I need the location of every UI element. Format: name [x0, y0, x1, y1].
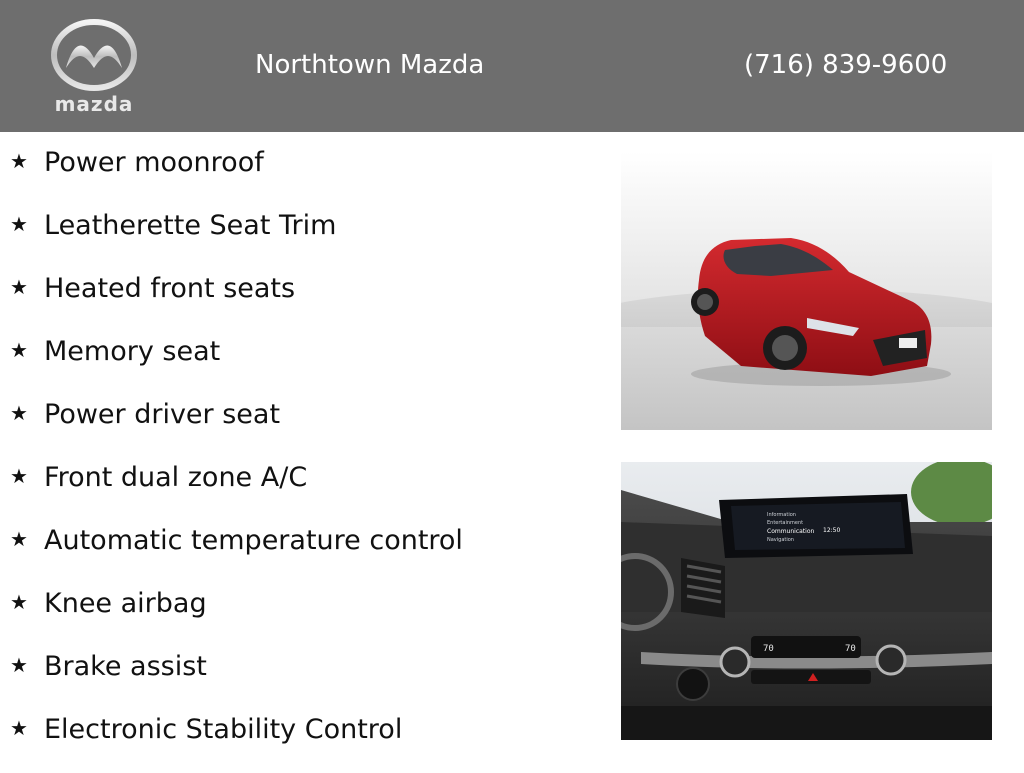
- star-icon: ★: [10, 527, 28, 551]
- feature-item: ★ Knee airbag: [10, 584, 600, 647]
- feature-item: ★ Power moonroof: [10, 143, 600, 206]
- dealer-name: Northtown Mazda: [255, 50, 485, 80]
- star-icon: ★: [10, 212, 28, 236]
- feature-item: ★ Memory seat: [10, 332, 600, 395]
- star-icon: ★: [10, 716, 28, 740]
- dash-menu-item: Communication: [767, 528, 815, 535]
- dash-clock: 12:50: [823, 527, 841, 534]
- header-bar: [0, 0, 1024, 132]
- feature-list: [10, 143, 600, 773]
- dash-menu-item: Navigation: [767, 537, 794, 543]
- feature-item: ★ Front dual zone A/C: [10, 458, 600, 521]
- star-icon: ★: [10, 275, 28, 299]
- mazda-emblem-icon: [40, 18, 148, 92]
- star-icon: ★: [10, 653, 28, 677]
- dash-menu-item: Entertainment: [767, 520, 804, 526]
- feature-item: ★ Electronic Stability Control: [10, 710, 600, 773]
- mazda-logo[interactable]: [40, 18, 148, 118]
- dealer-phone[interactable]: (716) 839-9600: [744, 50, 948, 80]
- feature-item: ★ Brake assist: [10, 647, 600, 710]
- feature-item: ★ Leatherette Seat Trim: [10, 206, 600, 269]
- car-interior-photo[interactable]: [621, 462, 992, 740]
- dash-temp-left: 70: [763, 644, 774, 654]
- dash-menu-item: Information: [767, 512, 796, 518]
- star-icon: ★: [10, 338, 28, 362]
- star-icon: ★: [10, 401, 28, 425]
- star-icon: ★: [10, 149, 28, 173]
- mazda-wordmark: mazda: [54, 92, 134, 116]
- feature-item: ★ Power driver seat: [10, 395, 600, 458]
- star-icon: ★: [10, 464, 28, 488]
- feature-item: ★ Heated front seats: [10, 269, 600, 332]
- dash-temp-right: 70: [845, 644, 856, 654]
- feature-item: ★ Automatic temperature control: [10, 521, 600, 584]
- car-exterior-photo[interactable]: [621, 152, 992, 430]
- star-icon: ★: [10, 590, 28, 614]
